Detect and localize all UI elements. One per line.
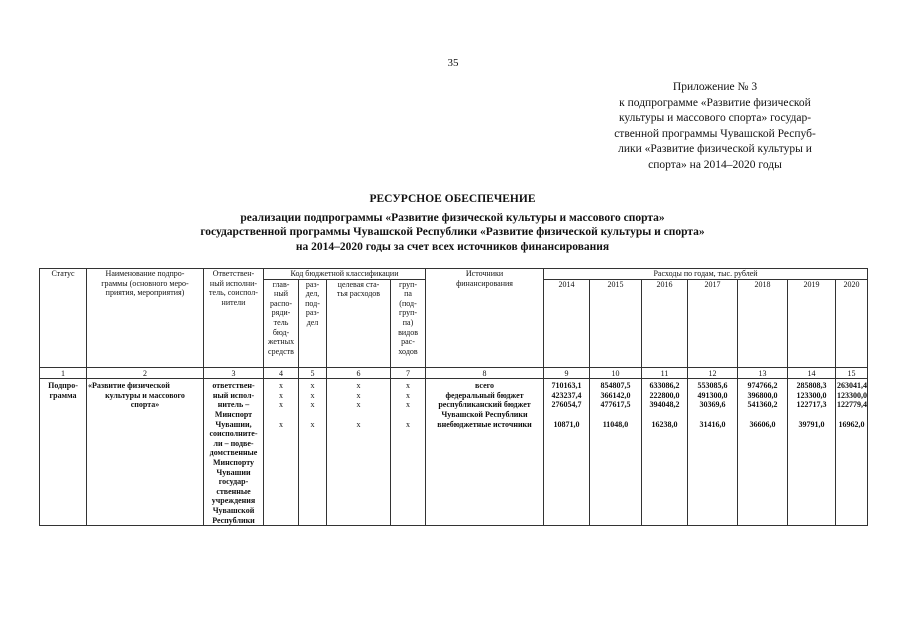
column-number: 10 <box>590 367 642 379</box>
heading-line: государственной программы Чувашской Республики «Развитие физической культуры и спорта» <box>200 226 705 238</box>
row-sources: всего федеральный бюджет республиканский бюджет Чувашской Республики внебюджетные источники <box>426 379 544 526</box>
row-status: Подпро- грамма <box>40 379 87 526</box>
column-number: 2 <box>87 367 204 379</box>
appendix-line: Приложение № 3 <box>672 81 758 93</box>
row-values-2014: 710163,1 423237,4 276054,7 10871,0 <box>544 379 590 526</box>
column-number: 14 <box>788 367 836 379</box>
column-number: 5 <box>299 367 327 379</box>
column-number: 13 <box>738 367 788 379</box>
header-year: 2016 <box>642 279 688 367</box>
resource-table <box>39 268 868 526</box>
row-values-2020: 263041,4 123300,0 122779,4 16962,0 <box>836 379 868 526</box>
header-executor: Ответствен- ный исполни- тель, соиспол- нители <box>204 269 264 368</box>
row-code-manager: x x x x <box>264 379 299 526</box>
document-heading <box>60 192 845 254</box>
header-year: 2014 <box>544 279 590 367</box>
row-values-2015: 854807,5 366142,0 477617,5 11048,0 <box>590 379 642 526</box>
header-year: 2018 <box>738 279 788 367</box>
row-values-2017: 553085,6 491300,0 30369,6 31416,0 <box>688 379 738 526</box>
row-code-section: x x x x <box>299 379 327 526</box>
header-section: раз- дел, под- раз- дел <box>299 279 327 367</box>
column-number: 8 <box>426 367 544 379</box>
appendix-line: лики «Развитие физической культуры и <box>618 143 812 155</box>
row-values-2018: 974766,2 396800,0 541360,2 36606,0 <box>738 379 788 526</box>
header-manager: глав- ный распо- ряди- тель бюд- жетных средств <box>264 279 299 367</box>
header-year: 2015 <box>590 279 642 367</box>
column-number: 1 <box>40 367 87 379</box>
header-status: Статус <box>40 269 87 368</box>
appendix-line: к подпрограмме «Развитие физической <box>619 96 811 109</box>
column-number: 3 <box>204 367 264 379</box>
heading-line: реализации подпрограммы «Развитие физической культуры и массового спорта» <box>240 211 665 224</box>
heading-line: на 2014–2020 годы за счет всех источников финансирования <box>295 240 610 253</box>
column-number: 7 <box>391 367 426 379</box>
heading-title: РЕСУРСНОЕ ОБЕСПЕЧЕНИЕ <box>369 193 536 205</box>
row-values-2016: 633086,2 222800,0 394048,2 16238,0 <box>642 379 688 526</box>
row-code-target: x x x x <box>327 379 391 526</box>
table-row <box>40 379 868 526</box>
appendix-line: спорта» на 2014–2020 годы <box>648 158 782 171</box>
header-name: Наименование подпро- граммы (основного меро- приятия, мероприятия) <box>87 269 204 368</box>
header-expenses: Расходы по годам, тыс. рублей <box>544 269 868 280</box>
row-code-group: x x x x <box>391 379 426 526</box>
appendix-line: ственной программы Чувашской Респуб- <box>614 127 816 140</box>
header-budget-code: Код бюджетной классификации <box>264 269 426 280</box>
column-number: 6 <box>327 367 391 379</box>
appendix-line: культуры и массового спорта» государ- <box>618 112 812 124</box>
column-number: 11 <box>642 367 688 379</box>
header-sources: Источники финансирования <box>426 269 544 368</box>
column-number: 15 <box>836 367 868 379</box>
header-year: 2019 <box>788 279 836 367</box>
row-executor: ответствен- ный испол- нитель – Минспорт Чувашии, соисполните- ли – подве- домственные Минспорту Чувашии государ- ственные учреждения Чувашской Республики <box>204 379 264 526</box>
page-number: 35 <box>447 57 459 69</box>
column-number: 12 <box>688 367 738 379</box>
column-number: 4 <box>264 367 299 379</box>
appendix-note <box>585 80 845 173</box>
row-name: «Развитие физической культуры и массового спорта» <box>87 379 204 526</box>
header-group: груп- па (под- груп- па) видов рас- ходов <box>391 279 426 367</box>
column-number: 9 <box>544 367 590 379</box>
header-year: 2020 <box>836 279 868 367</box>
header-target: целевая ста- тья расходов <box>327 279 391 367</box>
row-values-2019: 285808,3 123300,0 122717,3 39791,0 <box>788 379 836 526</box>
header-year: 2017 <box>688 279 738 367</box>
column-number-row <box>40 367 868 379</box>
